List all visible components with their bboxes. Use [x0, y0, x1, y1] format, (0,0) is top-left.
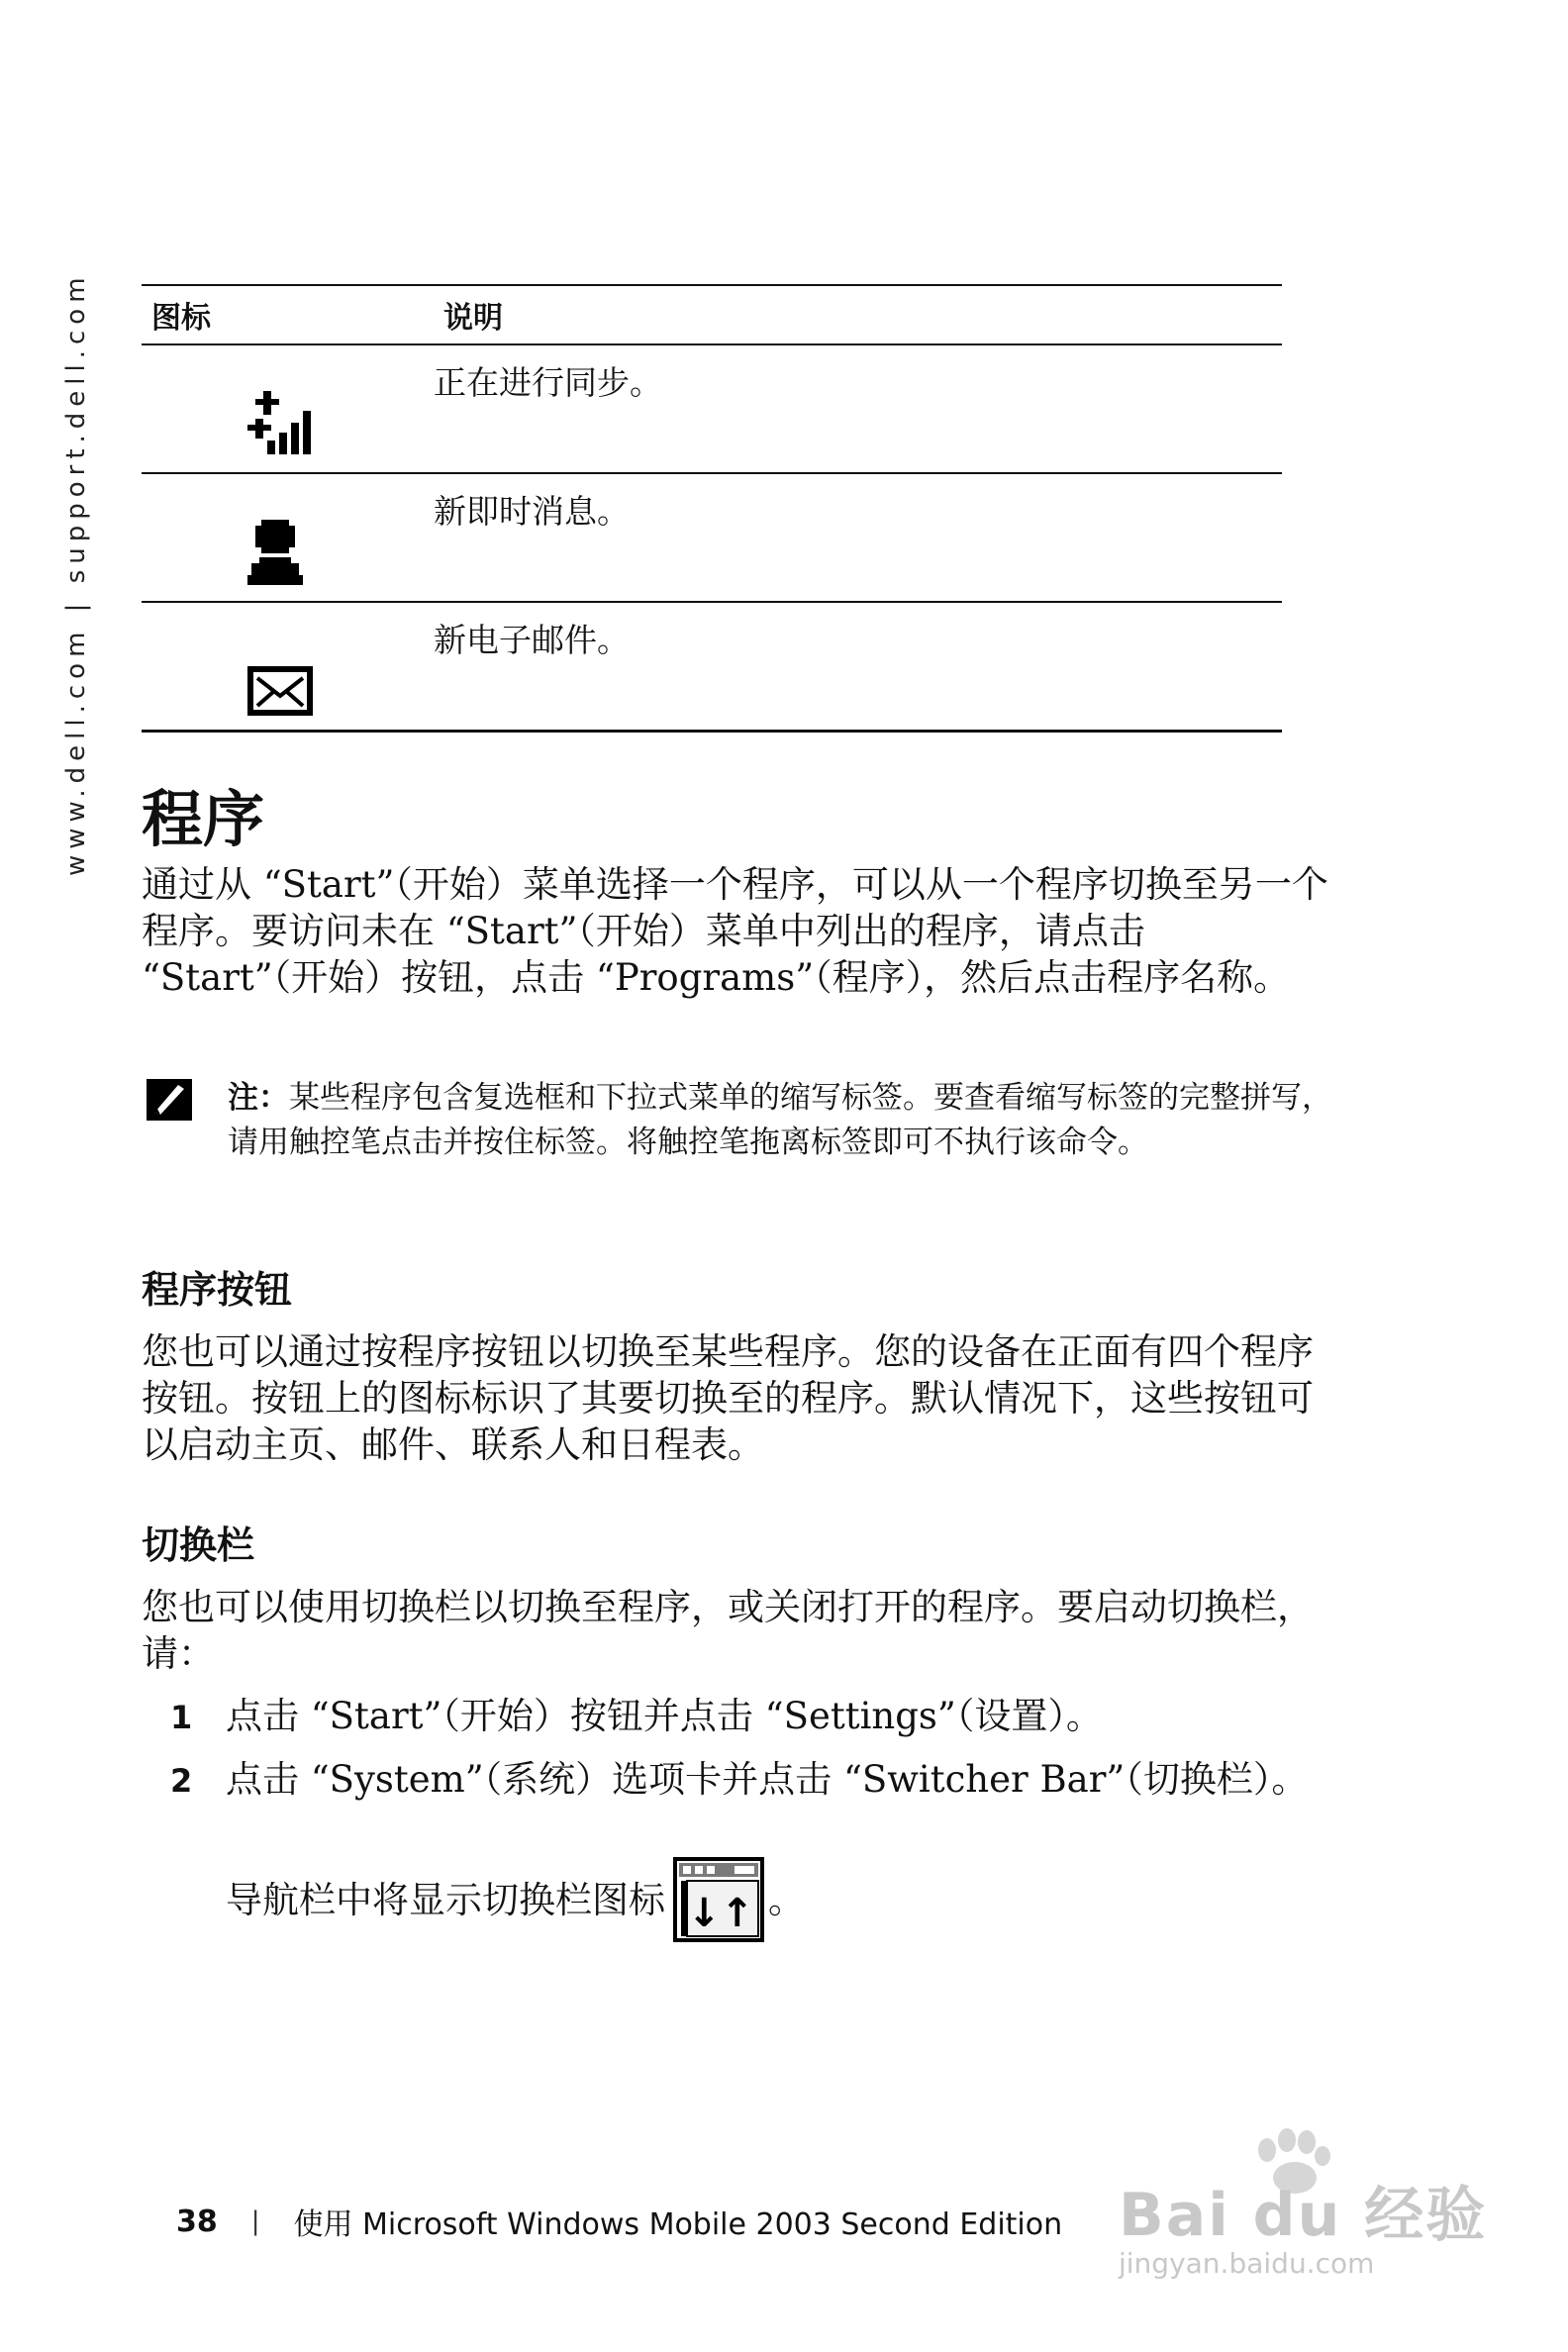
footer-title: 使用 Microsoft Windows Mobile 2003 Second Edition [293, 2207, 1063, 2242]
note-label: 注： [228, 1080, 289, 1116]
programs-paragraph: 通过从 “Start”（开始）菜单选择一个程序，可以从一个程序切换至另一个程序。要访问未在 “Start”（开始）菜单中列出的程序，请点击 “Start”（开始）按钮，点击 “Programs”（程序），然后点击程序名称。 [142, 863, 1328, 999]
sync-signal-icon [247, 389, 317, 458]
step-number: 1 [170, 1699, 193, 1736]
note [228, 1076, 1346, 1165]
watermark-brand: Bai du 经验 [1119, 2181, 1488, 2250]
note-text: 某些程序包含复选框和下拉式菜单的缩写标签。要查看缩写标签的完整拼写，请用触控笔点击并按住标签。将触控笔拖离标签即可不执行该命令。 [228, 1080, 1332, 1160]
envelope-icon [247, 666, 313, 716]
sidebar-url: www.dell.com | support.dell.com [61, 271, 91, 876]
switcher-bar-title: 切换栏 [142, 1523, 255, 1567]
programs-title: 程序 [142, 783, 265, 855]
table-row [142, 344, 1282, 473]
step-text: 点击 “Start”（开始）按钮并点击 “Settings”（设置）。 [226, 1695, 1103, 1737]
program-buttons-title: 程序按钮 [142, 1268, 293, 1312]
icon-cell [142, 344, 434, 473]
person-icon [247, 518, 303, 587]
watermark-url: jingyan.baidu.com [1119, 2247, 1375, 2280]
svg-text:↓↑: ↓↑ [687, 1891, 754, 1936]
icon-cell [142, 473, 434, 602]
program-buttons-paragraph: 您也可以通过按程序按钮以切换至某些程序。您的设备在正面有四个程序按钮。按钮上的图标标识了其要切换至的程序。默认情况下，这些按钮可以启动主页、邮件、联系人和日程表。 [142, 1330, 1314, 1466]
switcher-result [226, 1857, 805, 1942]
header-icon: 图标 [142, 285, 434, 344]
switcher-result-text: 导航栏中将显示切换栏图标 [226, 1878, 665, 1921]
footer [176, 2200, 1062, 2243]
step-text: 点击 “System”（系统）选项卡并点击 “Switcher Bar”（切换栏）。 [226, 1758, 1309, 1801]
description-email: 新电子邮件。 [434, 602, 1282, 731]
page-number: 38 [176, 2204, 218, 2239]
switcher-bar-paragraph: 您也可以使用切换栏以切换至程序，或关闭打开的程序。要启动切换栏，请： [142, 1586, 1314, 1675]
icon-cell [142, 602, 434, 731]
switcher-bar-icon [673, 1857, 764, 1942]
note-pencil-icon [147, 1079, 192, 1121]
watermark [1109, 2128, 1505, 2306]
table-row [142, 602, 1282, 731]
table-row [142, 473, 1282, 602]
description-im: 新即时消息。 [434, 473, 1282, 602]
step-number: 2 [170, 1762, 193, 1800]
footer-separator: | [250, 2206, 260, 2236]
switcher-result-end: 。 [768, 1878, 805, 1921]
header-description: 说明 [434, 285, 1282, 344]
icon-table [142, 284, 1282, 733]
description-sync: 正在进行同步。 [434, 344, 1282, 473]
